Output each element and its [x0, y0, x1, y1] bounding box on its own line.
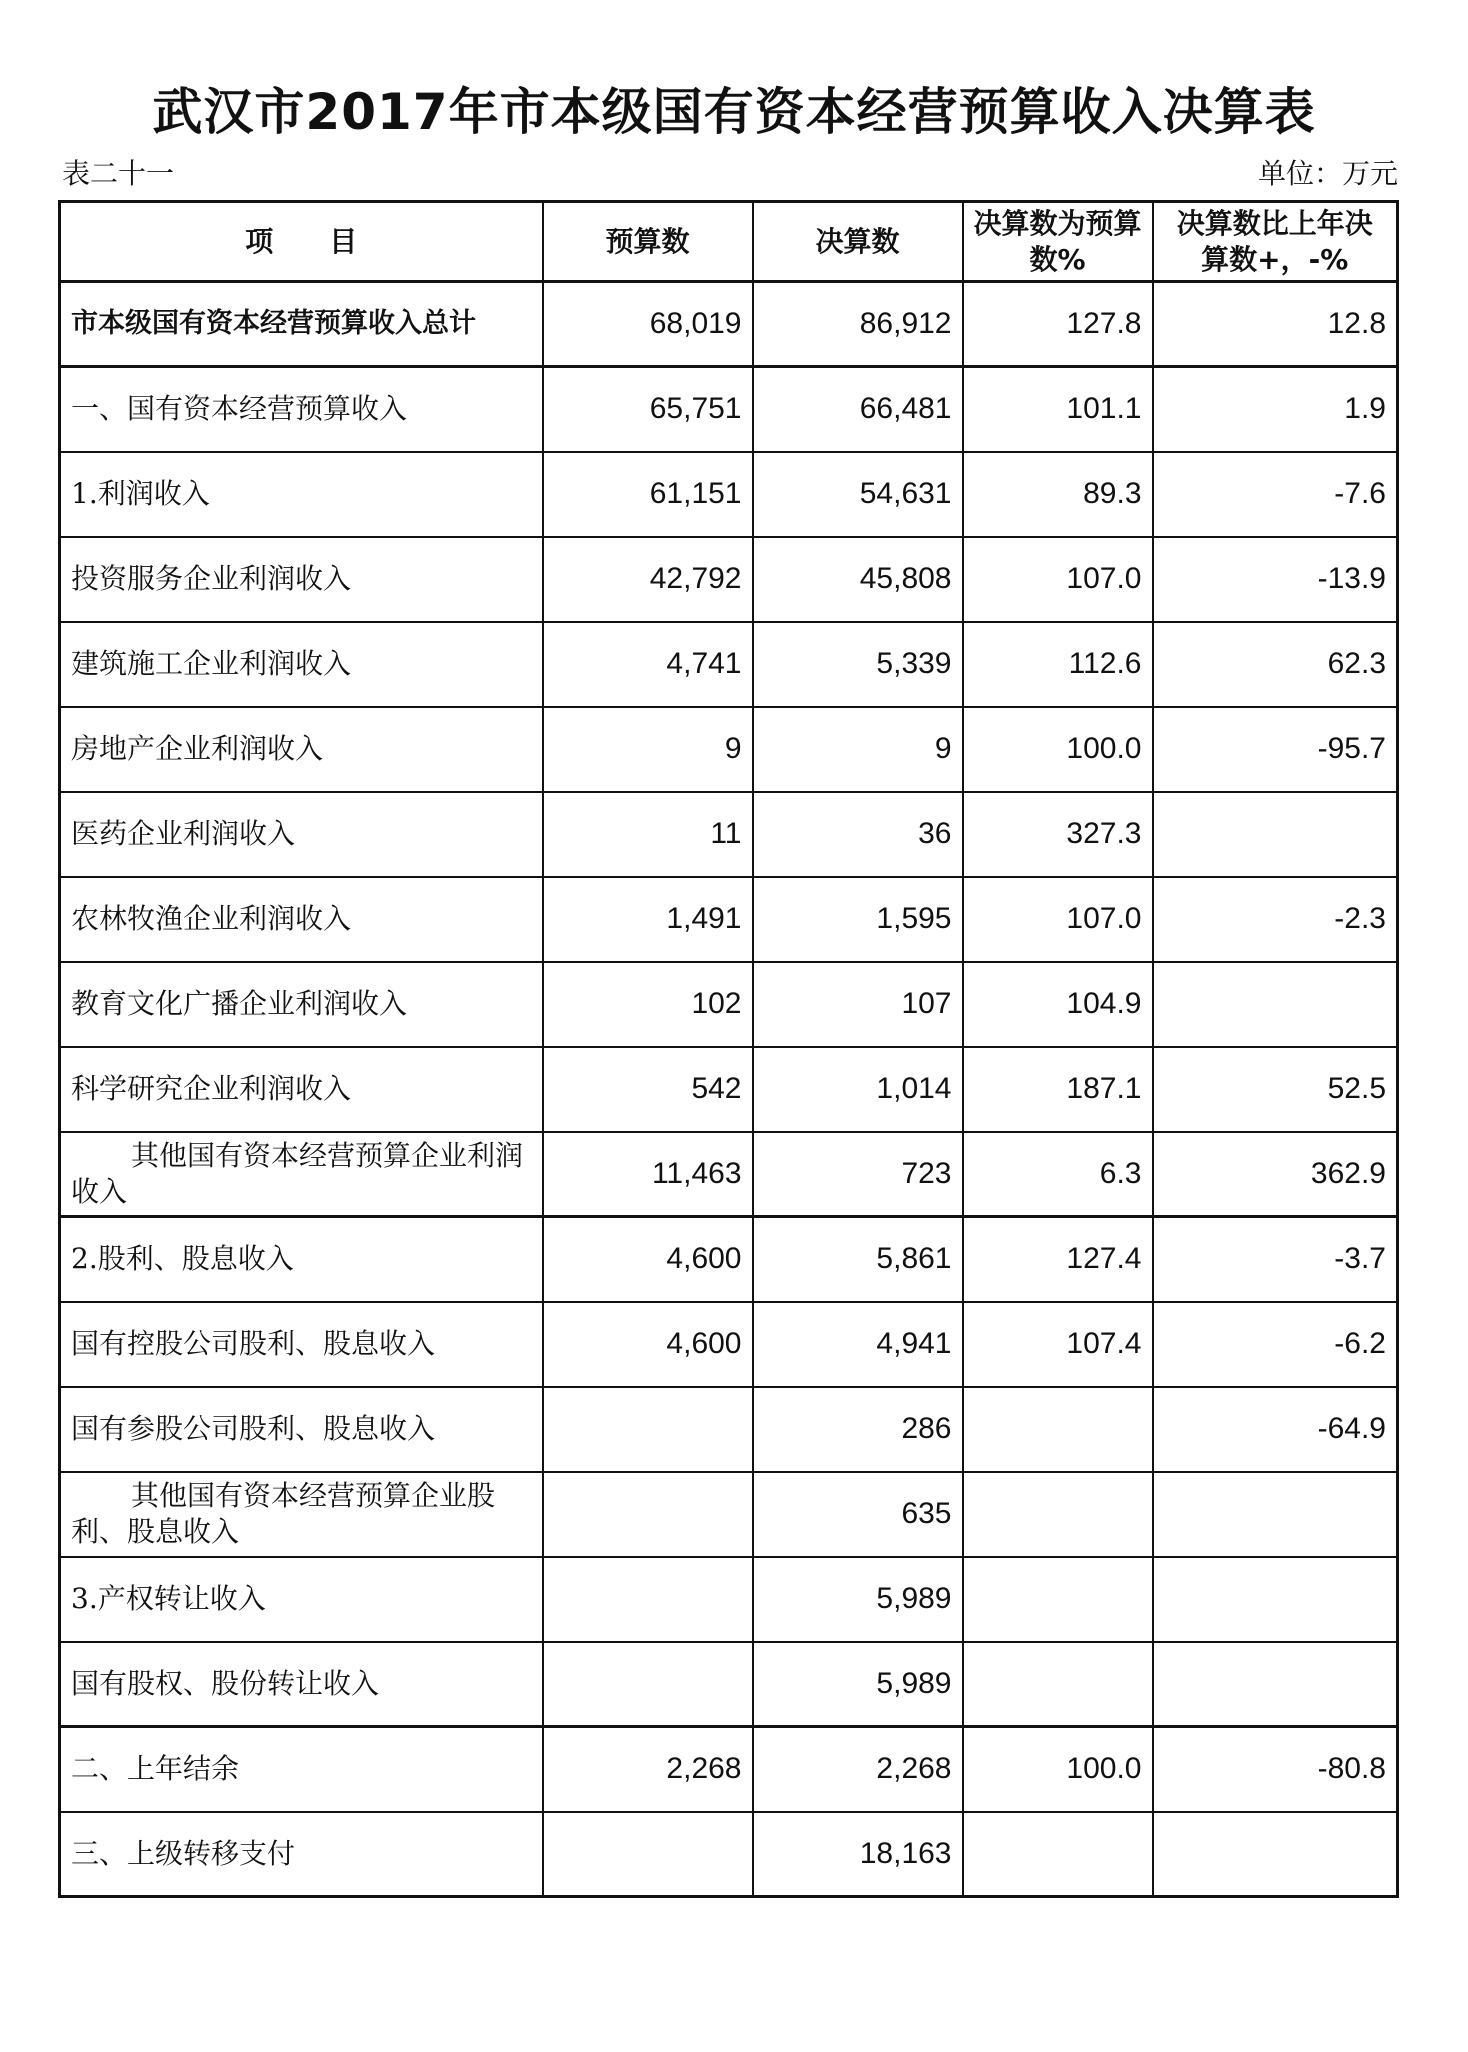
- header-budget: 预算数: [543, 202, 753, 282]
- row-change: [1153, 962, 1398, 1047]
- table-row: [60, 877, 1398, 962]
- row-budget: [543, 1557, 753, 1642]
- row-ratio: 327.3: [963, 792, 1153, 877]
- table-row: [60, 1047, 1398, 1132]
- row-final: 723: [753, 1132, 963, 1217]
- row-budget: 4,600: [543, 1217, 753, 1302]
- table-row: [60, 1387, 1398, 1472]
- row-final: 18,163: [753, 1812, 963, 1897]
- row-final: 86,912: [753, 282, 963, 367]
- row-item: 科学研究企业利润收入: [60, 1047, 543, 1132]
- row-budget: 11: [543, 792, 753, 877]
- row-item: 2.股利、股息收入: [60, 1217, 543, 1302]
- row-budget: 1,491: [543, 877, 753, 962]
- row-budget: 9: [543, 707, 753, 792]
- row-final: 1,595: [753, 877, 963, 962]
- row-final: 5,989: [753, 1557, 963, 1642]
- row-final: 286: [753, 1387, 963, 1472]
- row-item: 国有控股公司股利、股息收入: [60, 1302, 543, 1387]
- row-change: [1153, 1642, 1398, 1727]
- row-budget: 542: [543, 1047, 753, 1132]
- row-item: 一、国有资本经营预算收入: [60, 367, 543, 452]
- row-item: 其他国有资本经营预算企业股利、股息收入: [60, 1472, 543, 1557]
- row-ratio: 6.3: [963, 1132, 1153, 1217]
- row-ratio: 187.1: [963, 1047, 1153, 1132]
- row-final: 45,808: [753, 537, 963, 622]
- row-item: 农林牧渔企业利润收入: [60, 877, 543, 962]
- row-budget: 68,019: [543, 282, 753, 367]
- table-row: [60, 962, 1398, 1047]
- row-change: -80.8: [1153, 1727, 1398, 1812]
- table-row: [60, 1727, 1398, 1812]
- row-change: -95.7: [1153, 707, 1398, 792]
- row-budget: 61,151: [543, 452, 753, 537]
- row-change: -13.9: [1153, 537, 1398, 622]
- row-budget: 42,792: [543, 537, 753, 622]
- row-final: 5,861: [753, 1217, 963, 1302]
- table-row: [60, 707, 1398, 792]
- row-final: 1,014: [753, 1047, 963, 1132]
- row-budget: 4,741: [543, 622, 753, 707]
- row-change: [1153, 1557, 1398, 1642]
- table-number: 表二十一: [62, 157, 175, 190]
- row-budget: 65,751: [543, 367, 753, 452]
- row-ratio: 107.4: [963, 1302, 1153, 1387]
- table-header-row: [60, 202, 1398, 282]
- row-change: -64.9: [1153, 1387, 1398, 1472]
- row-ratio: [963, 1557, 1153, 1642]
- table-row: [60, 1472, 1398, 1557]
- row-change: -6.2: [1153, 1302, 1398, 1387]
- row-change: [1153, 1472, 1398, 1557]
- table-row: [60, 537, 1398, 622]
- row-ratio: [963, 1387, 1153, 1472]
- row-ratio: 107.0: [963, 537, 1153, 622]
- row-ratio: 107.0: [963, 877, 1153, 962]
- header-change: 决算数比上年决算数+，-%: [1153, 202, 1398, 282]
- header-final: 决算数: [753, 202, 963, 282]
- row-change: 62.3: [1153, 622, 1398, 707]
- row-final: 4,941: [753, 1302, 963, 1387]
- row-change: -2.3: [1153, 877, 1398, 962]
- table-row: [60, 1557, 1398, 1642]
- row-change: [1153, 792, 1398, 877]
- header-ratio: 决算数为预算数%: [963, 202, 1153, 282]
- table-row: [60, 1132, 1398, 1217]
- table-row: [60, 367, 1398, 452]
- budget-revenue-table: [58, 200, 1399, 1898]
- row-item: 市本级国有资本经营预算收入总计: [60, 282, 543, 367]
- row-item: 其他国有资本经营预算企业利润收入: [60, 1132, 543, 1217]
- row-item: 国有股权、股份转让收入: [60, 1642, 543, 1727]
- row-item: 医药企业利润收入: [60, 792, 543, 877]
- row-ratio: [963, 1812, 1153, 1897]
- row-final: 9: [753, 707, 963, 792]
- row-ratio: 89.3: [963, 452, 1153, 537]
- row-item: 建筑施工企业利润收入: [60, 622, 543, 707]
- table-row: [60, 282, 1398, 367]
- row-budget: [543, 1812, 753, 1897]
- row-budget: [543, 1472, 753, 1557]
- row-budget: [543, 1387, 753, 1472]
- row-ratio: 127.8: [963, 282, 1153, 367]
- table-row: [60, 1812, 1398, 1897]
- row-change: 362.9: [1153, 1132, 1398, 1217]
- row-final: 36: [753, 792, 963, 877]
- row-final: 54,631: [753, 452, 963, 537]
- row-budget: 102: [543, 962, 753, 1047]
- row-final: 5,339: [753, 622, 963, 707]
- row-change: 52.5: [1153, 1047, 1398, 1132]
- row-ratio: 104.9: [963, 962, 1153, 1047]
- row-change: [1153, 1812, 1398, 1897]
- row-budget: [543, 1642, 753, 1727]
- row-item: 房地产企业利润收入: [60, 707, 543, 792]
- table-row: [60, 622, 1398, 707]
- row-final: 107: [753, 962, 963, 1047]
- row-budget: 4,600: [543, 1302, 753, 1387]
- table-row: [60, 1302, 1398, 1387]
- row-change: 1.9: [1153, 367, 1398, 452]
- row-ratio: 112.6: [963, 622, 1153, 707]
- row-item: 二、上年结余: [60, 1727, 543, 1812]
- row-change: 12.8: [1153, 282, 1398, 367]
- table-row: [60, 1642, 1398, 1727]
- row-ratio: 127.4: [963, 1217, 1153, 1302]
- row-ratio: 100.0: [963, 1727, 1153, 1812]
- row-budget: 11,463: [543, 1132, 753, 1217]
- header-item: 项 目: [60, 202, 543, 282]
- row-final: 5,989: [753, 1642, 963, 1727]
- row-item: 三、上级转移支付: [60, 1812, 543, 1897]
- row-change: -7.6: [1153, 452, 1398, 537]
- row-final: 635: [753, 1472, 963, 1557]
- row-item: 1.利润收入: [60, 452, 543, 537]
- row-item: 3.产权转让收入: [60, 1557, 543, 1642]
- unit-label: 单位：万元: [1257, 157, 1398, 190]
- page-title: 武汉市2017年市本级国有资本经营预算收入决算表: [152, 83, 1316, 141]
- row-budget: 2,268: [543, 1727, 753, 1812]
- row-ratio: 101.1: [963, 367, 1153, 452]
- row-item: 投资服务企业利润收入: [60, 537, 543, 622]
- row-item: 教育文化广播企业利润收入: [60, 962, 543, 1047]
- row-ratio: [963, 1472, 1153, 1557]
- row-final: 66,481: [753, 367, 963, 452]
- row-ratio: 100.0: [963, 707, 1153, 792]
- row-ratio: [963, 1642, 1153, 1727]
- row-item: 国有参股公司股利、股息收入: [60, 1387, 543, 1472]
- row-change: -3.7: [1153, 1217, 1398, 1302]
- table-row: [60, 792, 1398, 877]
- row-final: 2,268: [753, 1727, 963, 1812]
- table-row: [60, 1217, 1398, 1302]
- table-row: [60, 452, 1398, 537]
